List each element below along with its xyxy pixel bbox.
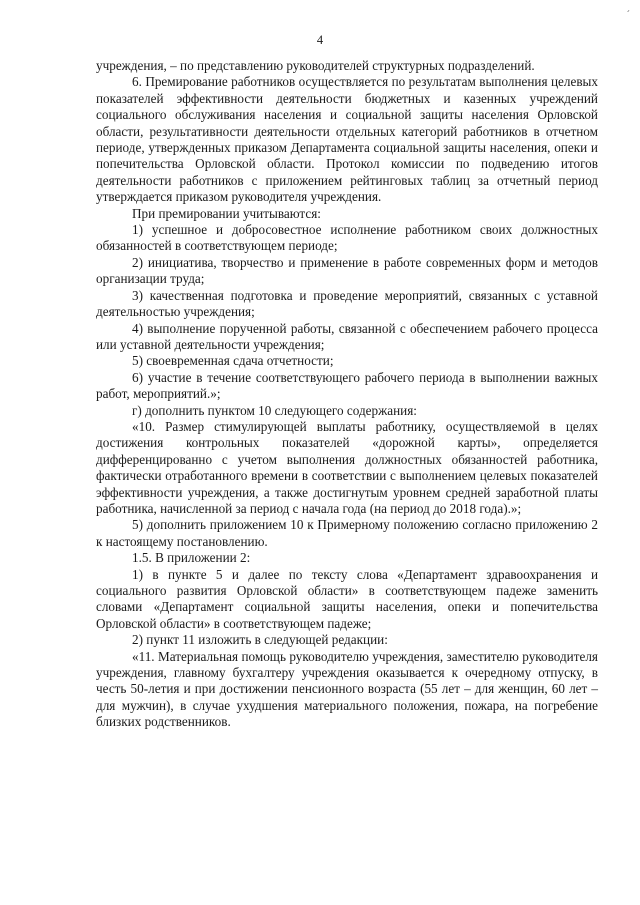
paragraph-clause-10: «10. Размер стимулирующей выплаты работнику, осуществляемой в целях достижения контрольных показателей «дорожной карты», определяется дифференцированно с учетом выполнения должностных обязанностей работника, фактически отработанного времени в соответствии с выполнением целевых показателей эффективности учреждения, а также достигнутым уровнем средней заработной платы работника, начисленной за период с начала года (на период до 2018 года).»; [96,418,598,516]
paragraph-amendment-g: г) дополнить пунктом 10 следующего содержания: [132,402,417,418]
paragraph-clause-11: «11. Материальная помощь руководителю учреждения, заместителю руководителя учреждения, главному бухгалтеру учреждения оказывается к очередному отпуску, в честь 50-летия и при достижении пенсионного возраста (55 лет – для женщин, 60 лет – для мужчин), в случае ухудшения материального положения, пожара, на погребение близких родственников. [96,648,598,730]
page-number: 4 [316,33,324,47]
corner-mark: ´ [626,10,630,21]
paragraph-section-1-5: 1.5. В приложении 2: [132,550,251,566]
list-item-criterion-2: 2) инициатива, творчество и применение в работе современных форм и методов организации труда; [96,254,598,287]
paragraph-bonus-clause: 6. Премирование работников осуществляется по результатам выполнения целевых показателей эффективности деятельности бюджетных и казенных учреждений социального обслуживания населения и социальной защиты населения Орловской области, результативности деятельности отдельных категорий работников в отчетном периоде, утвержденных приказом Департамента социальной защиты населения, опеки и попечительства Орловской области. Протокол комиссии по подведению итогов деятельности работников с приложением рейтинговых таблиц за отчетный период утверждается приказом руководителя учреждения. [96,74,598,205]
list-item-criterion-3: 3) качественная подготовка и проведение мероприятий, связанных с уставной деятельностью учреждения; [96,287,598,320]
list-item-criterion-5: 5) своевременная сдача отчетности; [132,353,334,369]
paragraph-amendment-5: 5) дополнить приложением 10 к Примерному положению согласно приложению 2 к настоящему постановлению. [96,517,598,549]
paragraph-continuation: учреждения, – по представлению руководителей структурных подразделений. [96,58,535,73]
list-item-criterion-6: 6) участие в течение соответствующего рабочего периода в выполнении важных работ, мероприятий.»; [96,369,598,402]
document-body [96,58,598,731]
list-item-criterion-1: 1) успешное и добросовестное исполнение работником своих должностных обязанностей в соответствующем периоде; [96,222,598,254]
paragraph-amendment-2: 2) пункт 11 изложить в следующей редакции: [132,632,388,648]
list-item-criterion-4: 4) выполнение порученной работы, связанной с обеспечением рабочего процесса или уставной деятельности учреждения; [96,320,598,352]
paragraph-bonus-criteria-intro: При премировании учитываются: [132,205,321,221]
paragraph-amendment-1: 1) в пункте 5 и далее по тексту слова «Департамент здравоохранения и социального развития Орловской области» в соответствующем падеже заменить словами «Департамент социальной защиты населения, опеки и попечительства Орловской области» в соответствующем падеже; [96,566,598,631]
